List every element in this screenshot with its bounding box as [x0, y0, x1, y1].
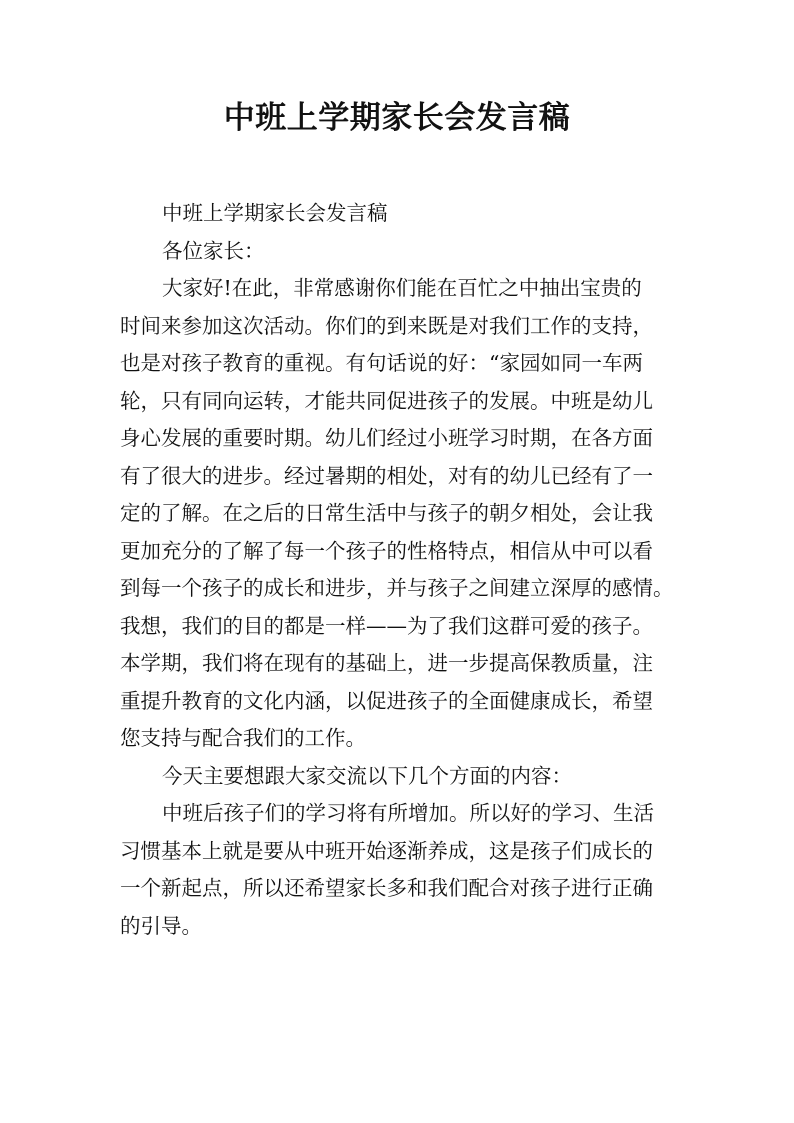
body-line: 各位家长：	[162, 238, 265, 263]
body-line: 今天主要想跟大家交流以下几个方面的内容：	[162, 763, 572, 788]
body-line: 也是对孩子教育的重视。有句话说的好：“家园如同一车两	[120, 351, 643, 375]
body-line: 您支持与配合我们的工作。	[120, 726, 366, 750]
document-body	[120, 195, 692, 945]
body-line: 重提升教育的文化内涵，以促进孩子的全面健康成长，希望	[120, 688, 653, 713]
body-line: 身心发展的重要时期。幼儿们经过小班学习时期，在各方面	[120, 426, 653, 450]
body-line: 的引导。	[120, 913, 202, 938]
body-line: 本学期，我们将在现有的基础上，进一步提高保教质量，注	[120, 651, 653, 675]
body-line: 时间来参加这次活动。你们的到来既是对我们工作的支持，	[120, 313, 653, 338]
body-line: 有了很大的进步。经过暑期的相处，对有的幼儿已经有了一	[120, 463, 653, 488]
body-line: 一个新起点，所以还希望家长多和我们配合对孩子进行正确	[120, 876, 653, 900]
body-line: 中班后孩子们的学习将有所增加。所以好的学习、生活	[162, 801, 654, 825]
body-line: 中班上学期家长会发言稿	[162, 201, 388, 225]
body-line: 大家好!在此，非常感谢你们能在百忙之中抽出宝贵的	[162, 276, 642, 300]
body-line: 定的了解。在之后的日常生活中与孩子的朝夕相处，会让我	[120, 501, 653, 525]
body-line: 更加充分的了解了每一个孩子的性格特点，相信从中可以看	[120, 538, 653, 563]
body-line: 轮，只有同向运转，才能共同促进孩子的发展。中班是幼儿	[120, 388, 653, 413]
document-title: 中班上学期家长会发言稿	[223, 100, 571, 136]
body-line: 到每一个孩子的成长和进步，并与孩子之间建立深厚的感情。	[120, 576, 674, 600]
body-line: 我想，我们的目的都是一样——为了我们这群可爱的孩子。	[120, 613, 653, 638]
body-line: 习惯基本上就是要从中班开始逐渐养成，这是孩子们成长的	[120, 838, 653, 863]
